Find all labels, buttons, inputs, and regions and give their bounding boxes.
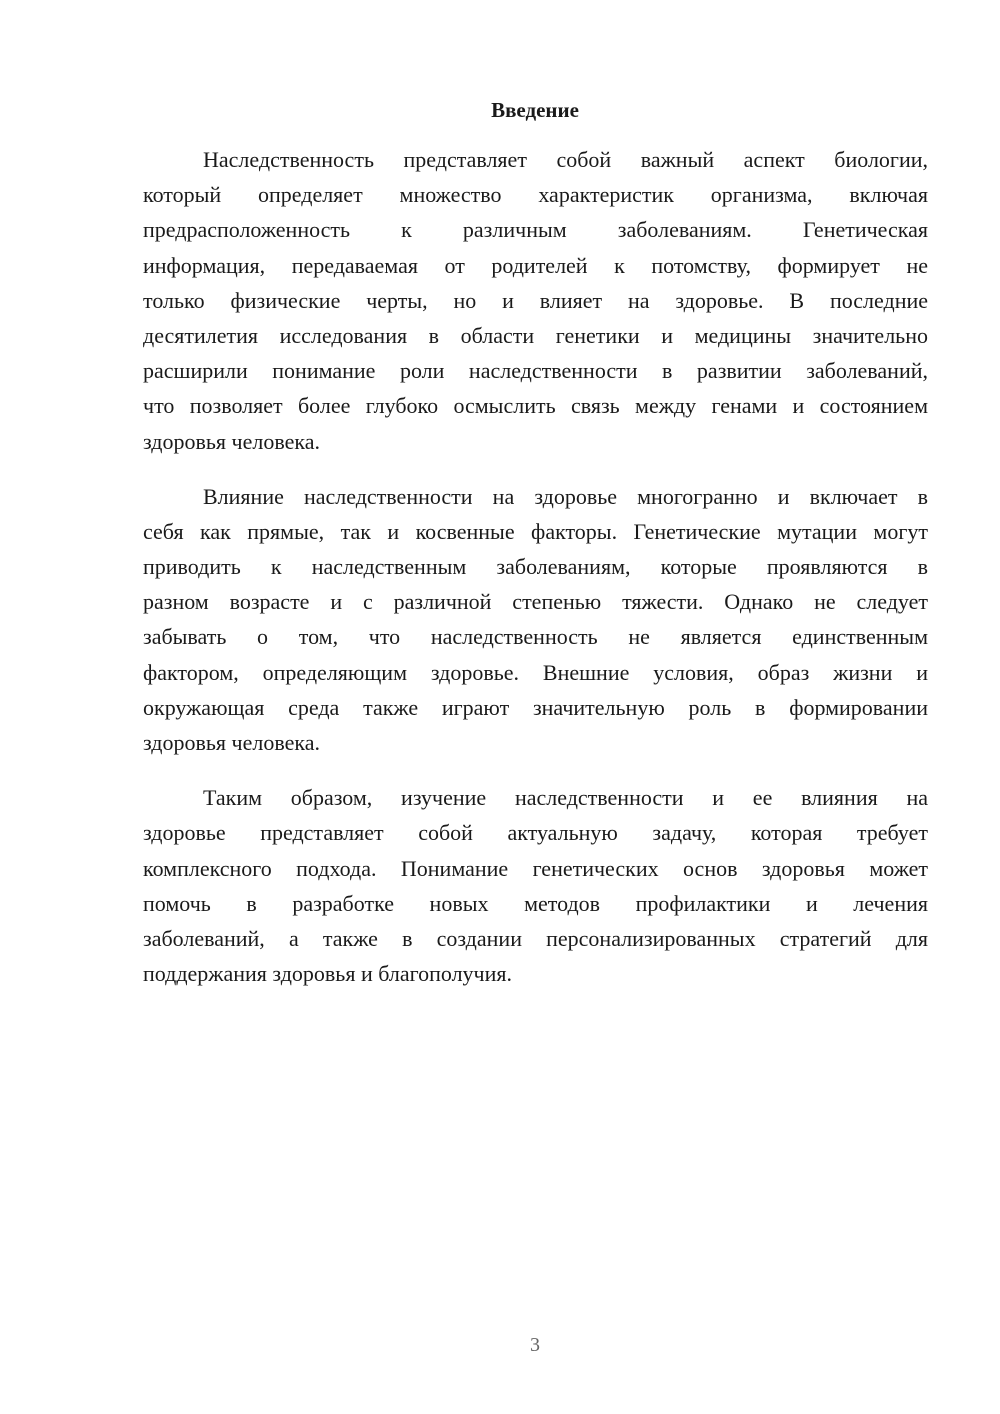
paragraph-line: только физические черты, но и влияет на здоровье. В последние: [143, 287, 928, 313]
paragraph-line: информация, передаваемая от родителей к потомству, формирует не: [143, 252, 928, 278]
paragraph-line: здоровья человека.: [143, 730, 320, 755]
paragraph-line: поддержания здоровья и благополучия.: [143, 961, 513, 987]
paragraph: [143, 780, 928, 991]
paragraph-line: Таким образом, изучение наследственности и ее влияния на: [203, 785, 928, 811]
paragraph-line: разном возрасте и с различной степенью тяжести. Однако не следует: [143, 589, 928, 615]
paragraph-line: себя как прямые, так и косвенные факторы. Генетические мутации могут: [143, 518, 928, 544]
paragraph-line: заболеваний, а также в создании персонализированных стратегий для: [143, 925, 928, 951]
paragraph-line: Влияние наследственности на здоровье многогранно и включает в: [203, 483, 928, 509]
paragraph-line: помочь в разработке новых методов профилактики и лечения: [143, 890, 928, 916]
paragraph-line: который определяет множество характеристик организма, включая: [143, 182, 928, 208]
document-body: [143, 142, 928, 1011]
paragraph-line: окружающая среда также играют значительную роль в формировании: [143, 694, 928, 720]
paragraph-line: десятилетия исследования в области генетики и медицины значительно: [143, 322, 928, 348]
page-number: 3: [530, 1334, 540, 1356]
paragraph-line: фактором, определяющим здоровье. Внешние условия, образ жизни и: [143, 659, 928, 685]
paragraph-line: предрасположенность к различным заболеваниям. Генетическая: [143, 217, 928, 243]
paragraph-line: комплексного подхода. Понимание генетических основ здоровья может: [143, 855, 928, 881]
paragraph-line: Наследственность представляет собой важный аспект биологии,: [203, 147, 928, 172]
paragraph: [143, 142, 928, 459]
paragraph-line: здоровья человека.: [143, 428, 320, 454]
paragraph-line: забывать о том, что наследственность не является единственным: [143, 624, 928, 650]
paragraph-line: что позволяет более глубоко осмыслить связь между генами и состоянием: [143, 393, 928, 419]
page-title: Введение: [491, 98, 579, 122]
paragraph: [143, 479, 928, 761]
paragraph-line: расширили понимание роли наследственности в развитии заболеваний,: [143, 358, 928, 384]
paragraph-line: здоровье представляет собой актуальную задачу, которая требует: [143, 820, 928, 846]
paragraph-line: приводить к наследственным заболеваниям, которые проявляются в: [143, 554, 928, 580]
